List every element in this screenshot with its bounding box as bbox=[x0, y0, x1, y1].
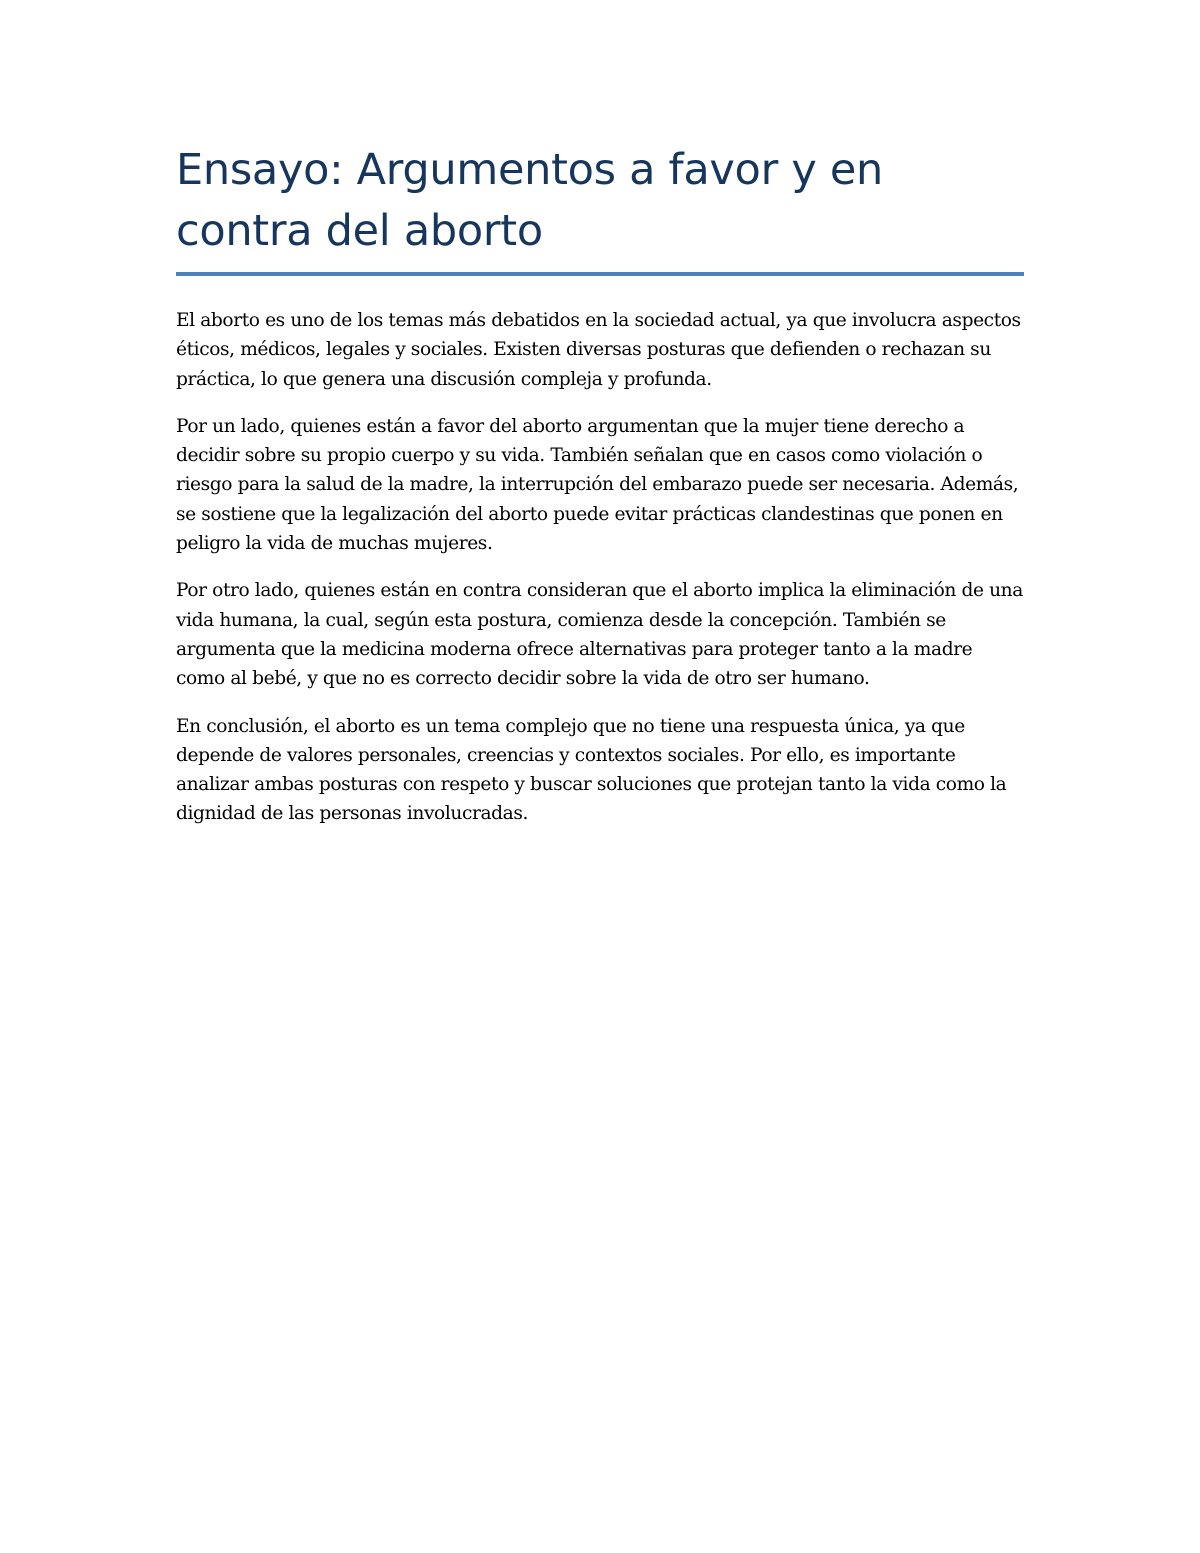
document-body bbox=[176, 140, 1024, 847]
title-underline-rule bbox=[176, 272, 1024, 276]
paragraph-intro: El aborto es uno de los temas más debatidos en la sociedad actual, ya que involucra aspectos éticos, médicos, legales y sociales. Existen diversas posturas que defienden o rechazan su práctica, lo que genera una discusión compleja y profunda. bbox=[176, 310, 1021, 390]
paragraph-arguments-against: Por otro lado, quienes están en contra consideran que el aborto implica la eliminación de una vida humana, la cual, según esta postura, comienza desde la concepción. También se argumenta que la medicina moderna ofrece alternativas para proteger tanto a la madre como al bebé, y que no es correcto decidir sobre la vida de otro ser humano. bbox=[176, 580, 1023, 690]
paragraph-conclusion: En conclusión, el aborto es un tema complejo que no tiene una respuesta única, ya que depende de valores personales, creencias y contextos sociales. Por ello, es importante analizar ambas posturas con respeto y buscar soluciones que protejan tanto la vida como la dignidad de las personas involucradas. bbox=[176, 715, 1007, 825]
document-title: Ensayo: Argumentos a favor y en contra del aborto bbox=[176, 145, 883, 256]
paragraph-arguments-for: Por un lado, quienes están a favor del aborto argumentan que la mujer tiene derecho a decidir sobre su propio cuerpo y su vida. También señalan que en casos como violación o riesgo para la salud de la madre, la interrupción del embarazo puede ser necesaria. Además, se sostiene que la legalización del aborto puede evitar prácticas clandestinas que ponen en peligro la vida de muchas mujeres. bbox=[176, 415, 1019, 555]
